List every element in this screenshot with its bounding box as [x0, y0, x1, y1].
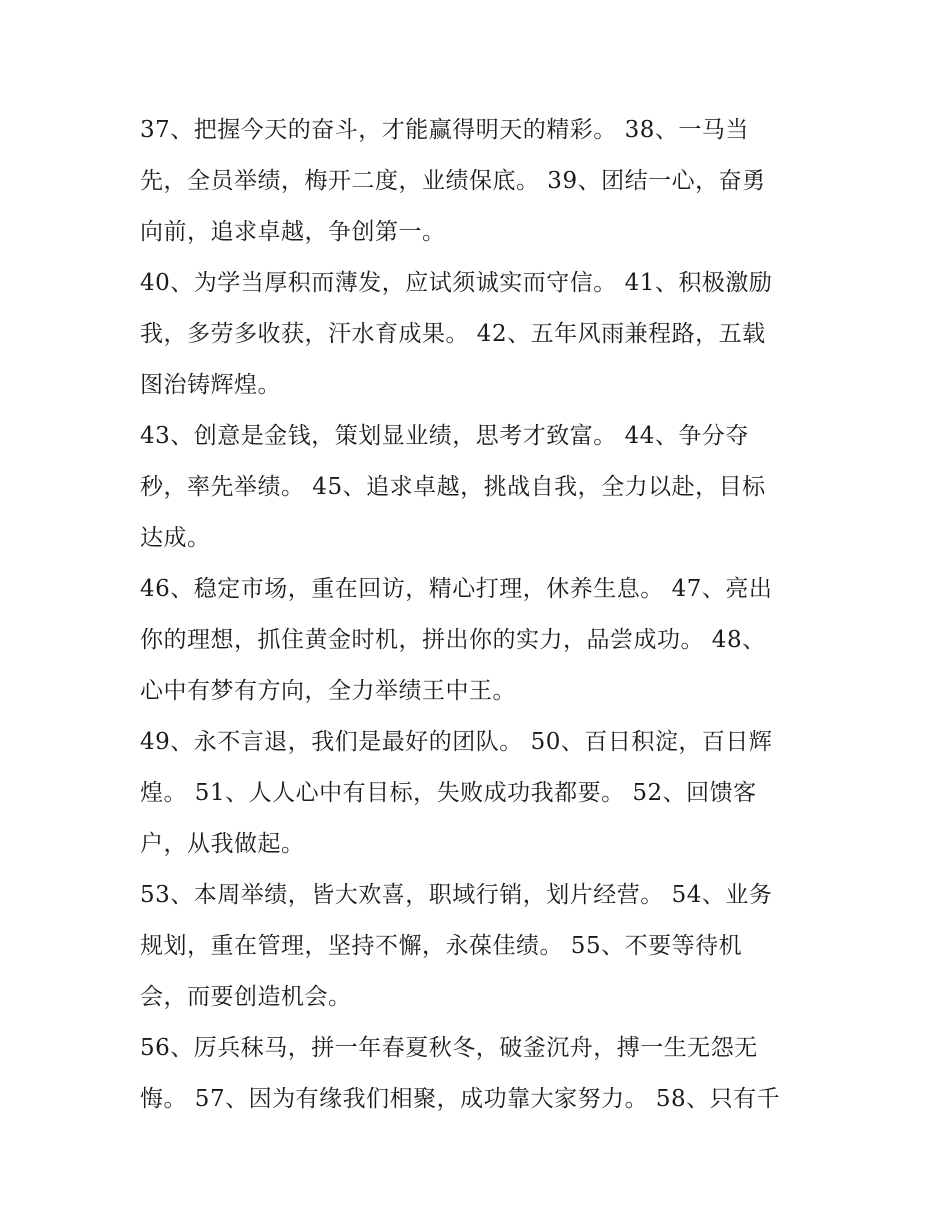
- text-line: 我，多劳多收获，汗水育成果。 42、五年风雨兼程路，五载: [140, 321, 766, 347]
- text-line: 43、创意是金钱，策划显业绩，思考才致富。 44、争分夺: [140, 423, 749, 449]
- text-line: 37、把握今天的奋斗，才能赢得明天的精彩。 38、一马当: [140, 117, 749, 143]
- text-line: 你的理想，抓住黄金时机，拼出你的实力，品尝成功。 48、: [140, 627, 766, 653]
- slogan-text-block: [140, 105, 800, 1125]
- text-line: 达成。: [140, 525, 211, 551]
- text-line: 会，而要创造机会。: [140, 984, 352, 1010]
- text-line: 悔。 57、因为有缘我们相聚，成功靠大家努力。 58、只有千: [140, 1086, 781, 1112]
- text-line: 规划，重在管理，坚持不懈，永葆佳绩。 55、不要等待机: [140, 933, 743, 959]
- text-line: 49、永不言退，我们是最好的团队。 50、百日积淀，百日辉: [140, 729, 773, 755]
- text-line: 向前，追求卓越，争创第一。: [140, 219, 446, 245]
- text-line: 先，全员举绩，梅开二度，业绩保底。 39、团结一心，奋勇: [140, 168, 766, 194]
- text-line: 户，从我做起。: [140, 831, 305, 857]
- text-line: 56、厉兵秣马，拼一年春夏秋冬，破釜沉舟，搏一生无怨无: [140, 1035, 758, 1061]
- text-line: 煌。 51、人人心中有目标，失败成功我都要。 52、回馈客: [140, 780, 757, 806]
- text-line: 46、稳定市场，重在回访，精心打理，休养生息。 47、亮出: [140, 576, 773, 602]
- text-line: 秒，率先举绩。 45、追求卓越，挑战自我，全力以赴，目标: [140, 474, 766, 500]
- text-line: 图治铸辉煌。: [140, 372, 281, 398]
- text-line: 40、为学当厚积而薄发，应试须诚实而守信。 41、积极激励: [140, 270, 773, 296]
- text-line: 53、本周举绩，皆大欢喜，职域行销，划片经营。 54、业务: [140, 882, 773, 908]
- text-line: 心中有梦有方向，全力举绩王中王。: [140, 678, 516, 704]
